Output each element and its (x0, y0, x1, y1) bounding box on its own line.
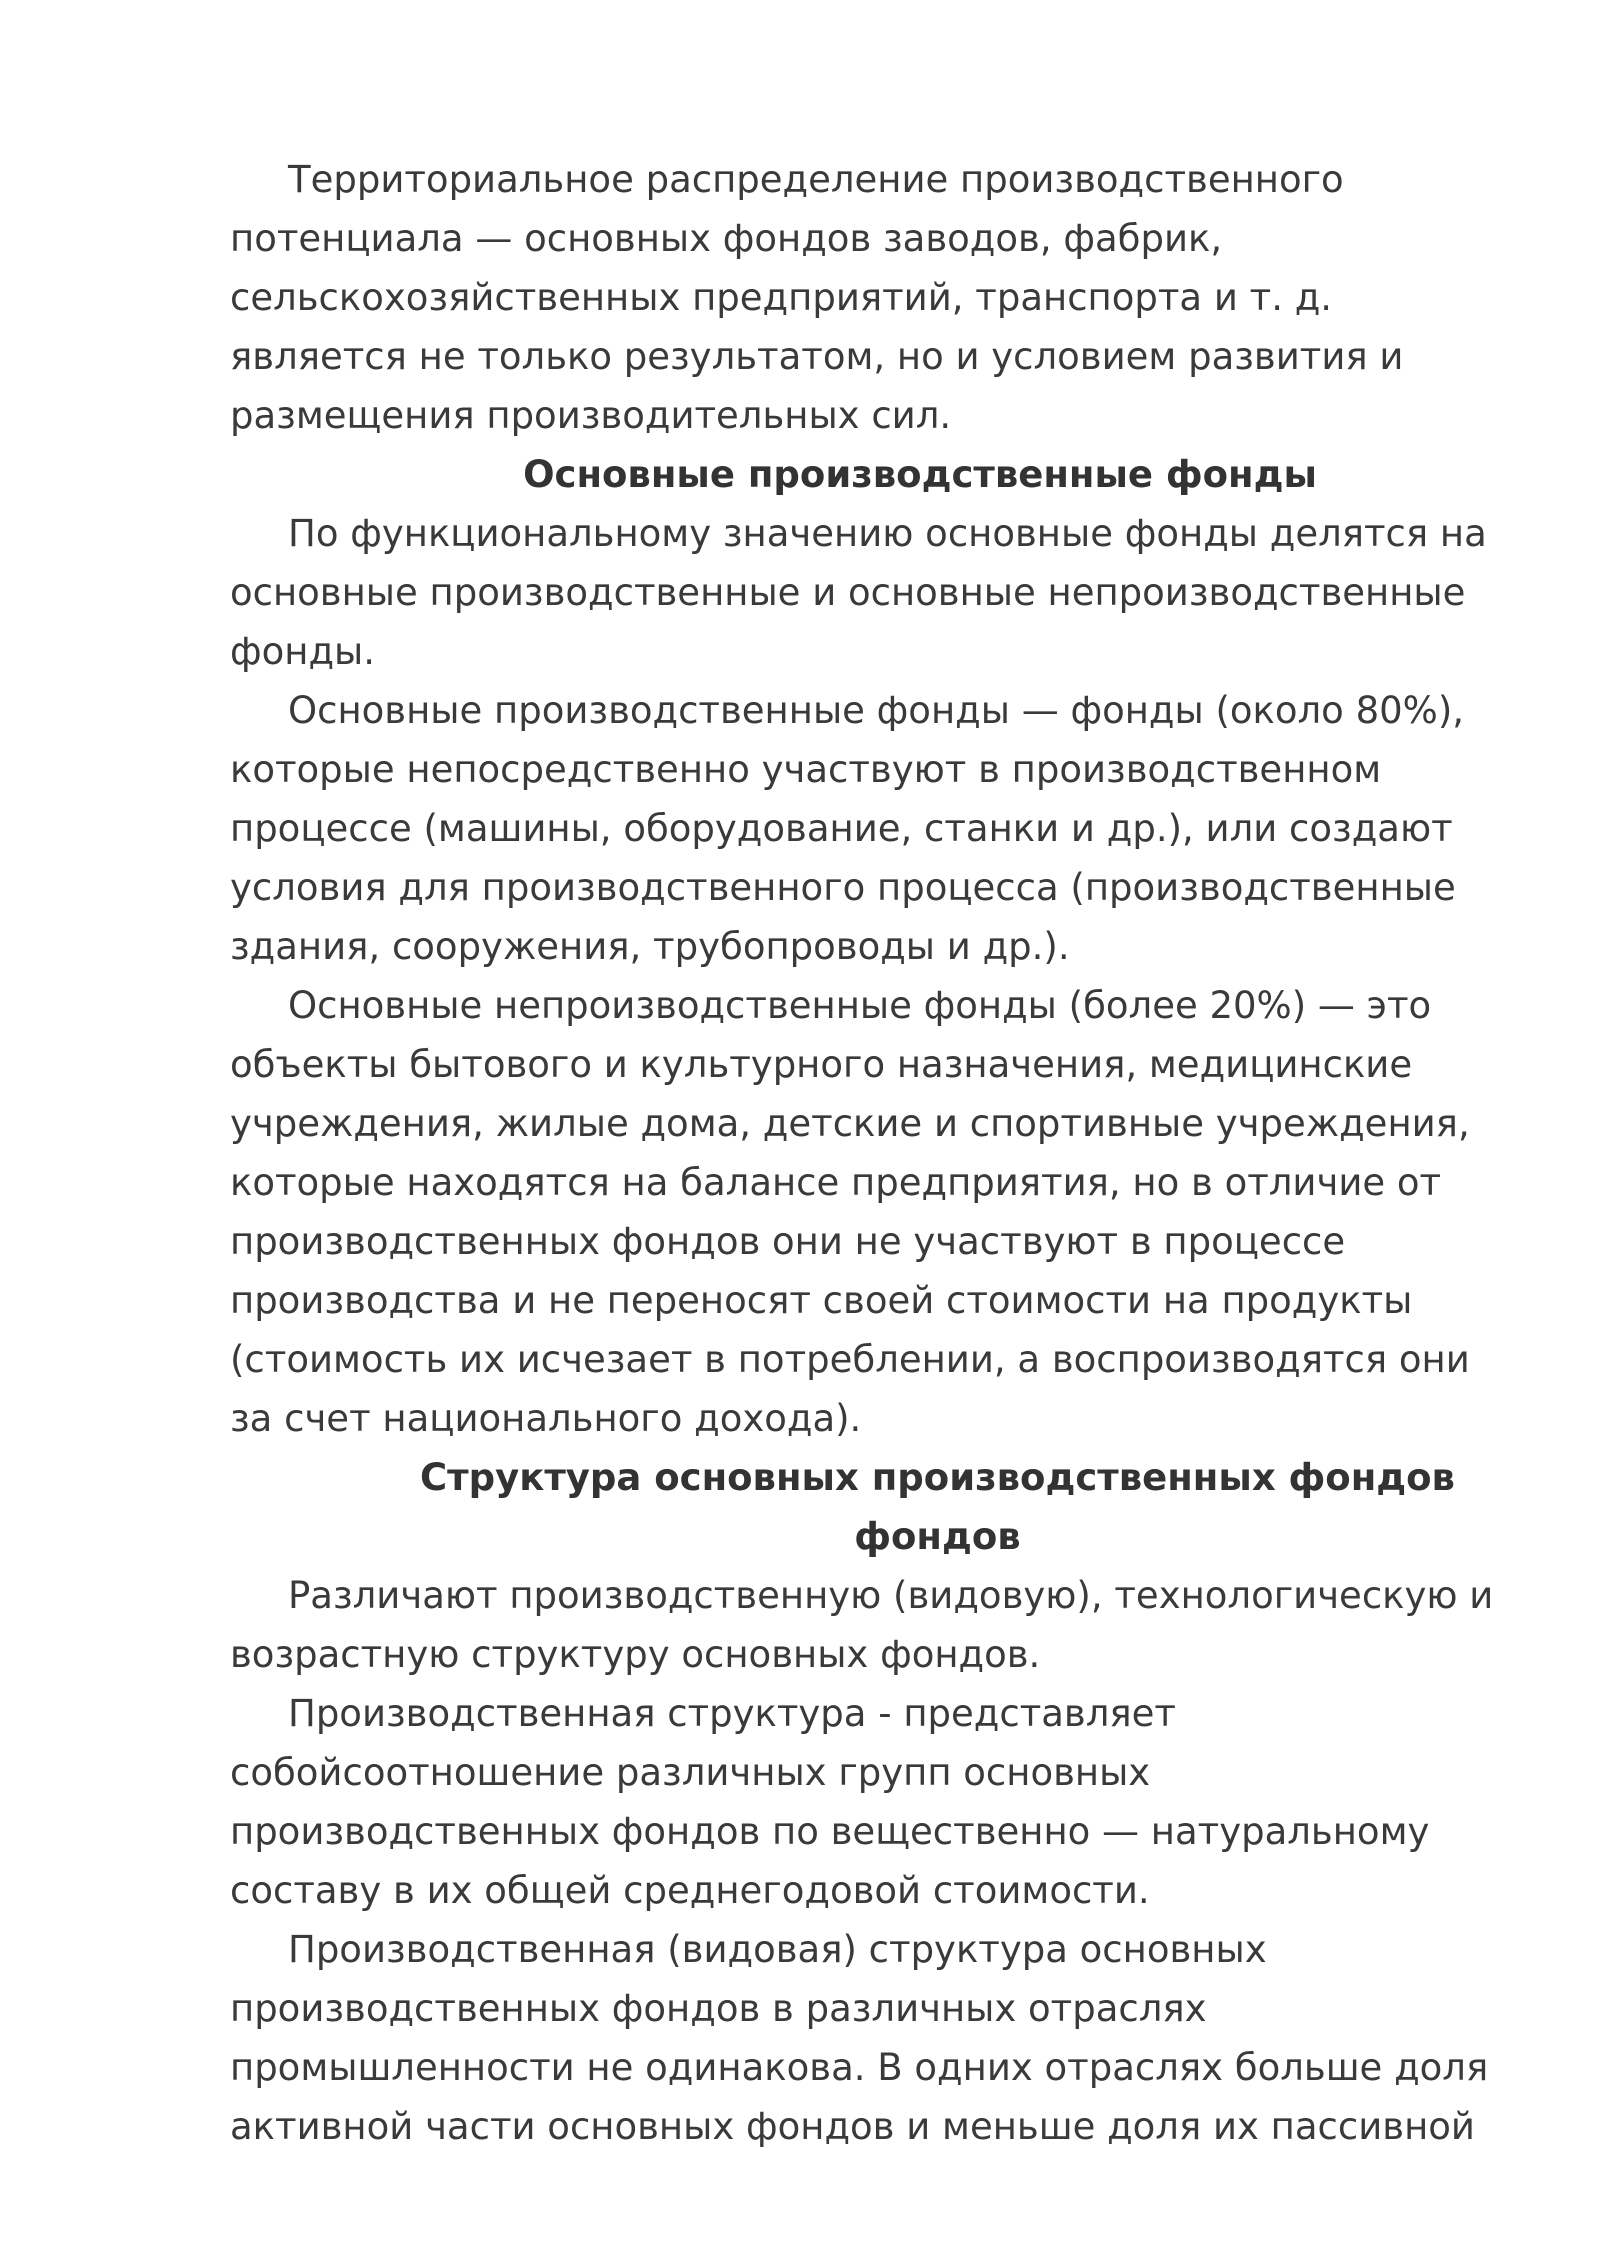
heading-assets-structure: Структура основных производственных фондов фондов (420, 1456, 1455, 1558)
paragraph-territorial-distribution: Территориальное распределение производственного потенциала — основных фондов заводов, фабрик, сельскохозяйственных предприятий, транспорта и т. д. является не только результатом, но и условием развития и размещения производительных сил. (230, 158, 1404, 437)
heading-fixed-production-assets: Основные производственные фонды (523, 453, 1317, 496)
paragraph-functional-division: По функциональному значению основные фонды делятся на основные производственные и основные непроизводственные фонды. (230, 512, 1487, 673)
paragraph-production-structure: Производственная структура - представляет собойсоотношение различных групп основных производственных фондов по вещественно — натуральному составу в их общей среднегодовой стоимости. (230, 1692, 1430, 1912)
paragraph-production-assets: Основные производственные фонды — фонды (около 80%), которые непосредственно участвуют в производственном процессе (машины, оборудование, станки и др.), или создают условия для производственного процесса (производственные здания, сооружения, трубопроводы и др.). (230, 689, 1465, 968)
document-body (230, 150, 1495, 2156)
paragraph-species-structure: Производственная (видовая) структура основных производственных фондов в различных отраслях промышленности не одинакова. В одних отраслях больше доля активной части основных фондов и меньше доля их пассивной (230, 1928, 1489, 2148)
paragraph-non-production-assets: Основные непроизводственные фонды (более 20%) — это объекты бытового и культурного назначения, медицинские учреждения, жилые дома, детские и спортивные учреждения, которые находятся на балансе предприятия, но в отличие от производственных фондов они не участвуют в процессе производства и не переносят своей стоимости на продукты (стоимость их исчезает в потреблении, а воспроизводятся они за счет национального дохода). (230, 984, 1470, 1440)
paragraph-structure-types: Различают производственную (видовую), технологическую и возрастную структуру основных фондов. (230, 1574, 1494, 1676)
